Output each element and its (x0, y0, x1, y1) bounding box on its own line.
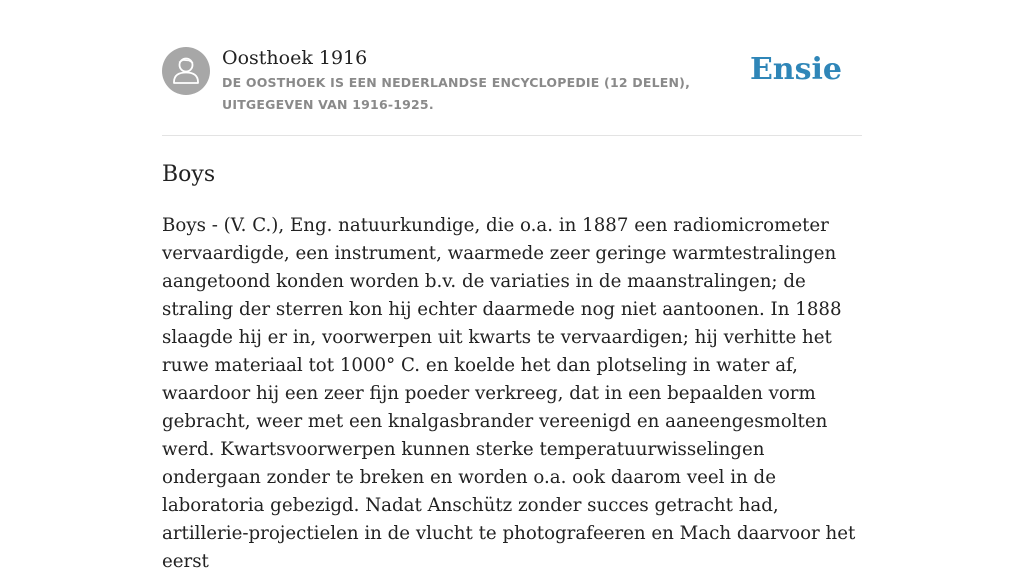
ensie-logo[interactable]: Ensie (749, 52, 842, 87)
avatar[interactable] (162, 47, 210, 95)
user-icon (162, 47, 210, 95)
source-title[interactable]: Oosthoek 1916 (222, 47, 368, 69)
source-header (162, 46, 862, 118)
source-description: DE OOSTHOEK IS EEN NEDERLANDSE ENCYCLOPEDIE (12 DELEN), UITGEGEVEN VAN 1916-1925. (222, 75, 691, 112)
entry-title: Boys (162, 162, 216, 187)
divider (162, 135, 862, 136)
entry-body: Boys - (V. C.), Eng. natuurkundige, die o.a. in 1887 een radiomicrometer vervaardigde, een instrument, waarmede zeer geringe warmtestralingen aangetoond konden worden b.v. de variaties in de maanstralingen; de straling der sterren kon hij echter daarmede nog niet aantoonen. In 1888 slaagde hij er in, voorwerpen uit kwarts te vervaardigen; hij verhitte het ruwe materiaal tot 1000° C. en koelde het dan plotseling in water af, waardoor hij een zeer fijn poeder verkreeg, dat in een bepaalden vorm gebracht, weer met een knalgasbrander vereenigd en aaneengesmolten werd. Kwartsvoorwerpen kunnen sterke temperatuurwisselingen ondergaan zonder te breken en worden o.a. ook daarom veel in de laboratoria gebezigd. Nadat Anschütz zonder succes getracht had, artillerie-projectielen in de vlucht te photografeeren en Mach daarvoor het eerst (162, 215, 856, 572)
